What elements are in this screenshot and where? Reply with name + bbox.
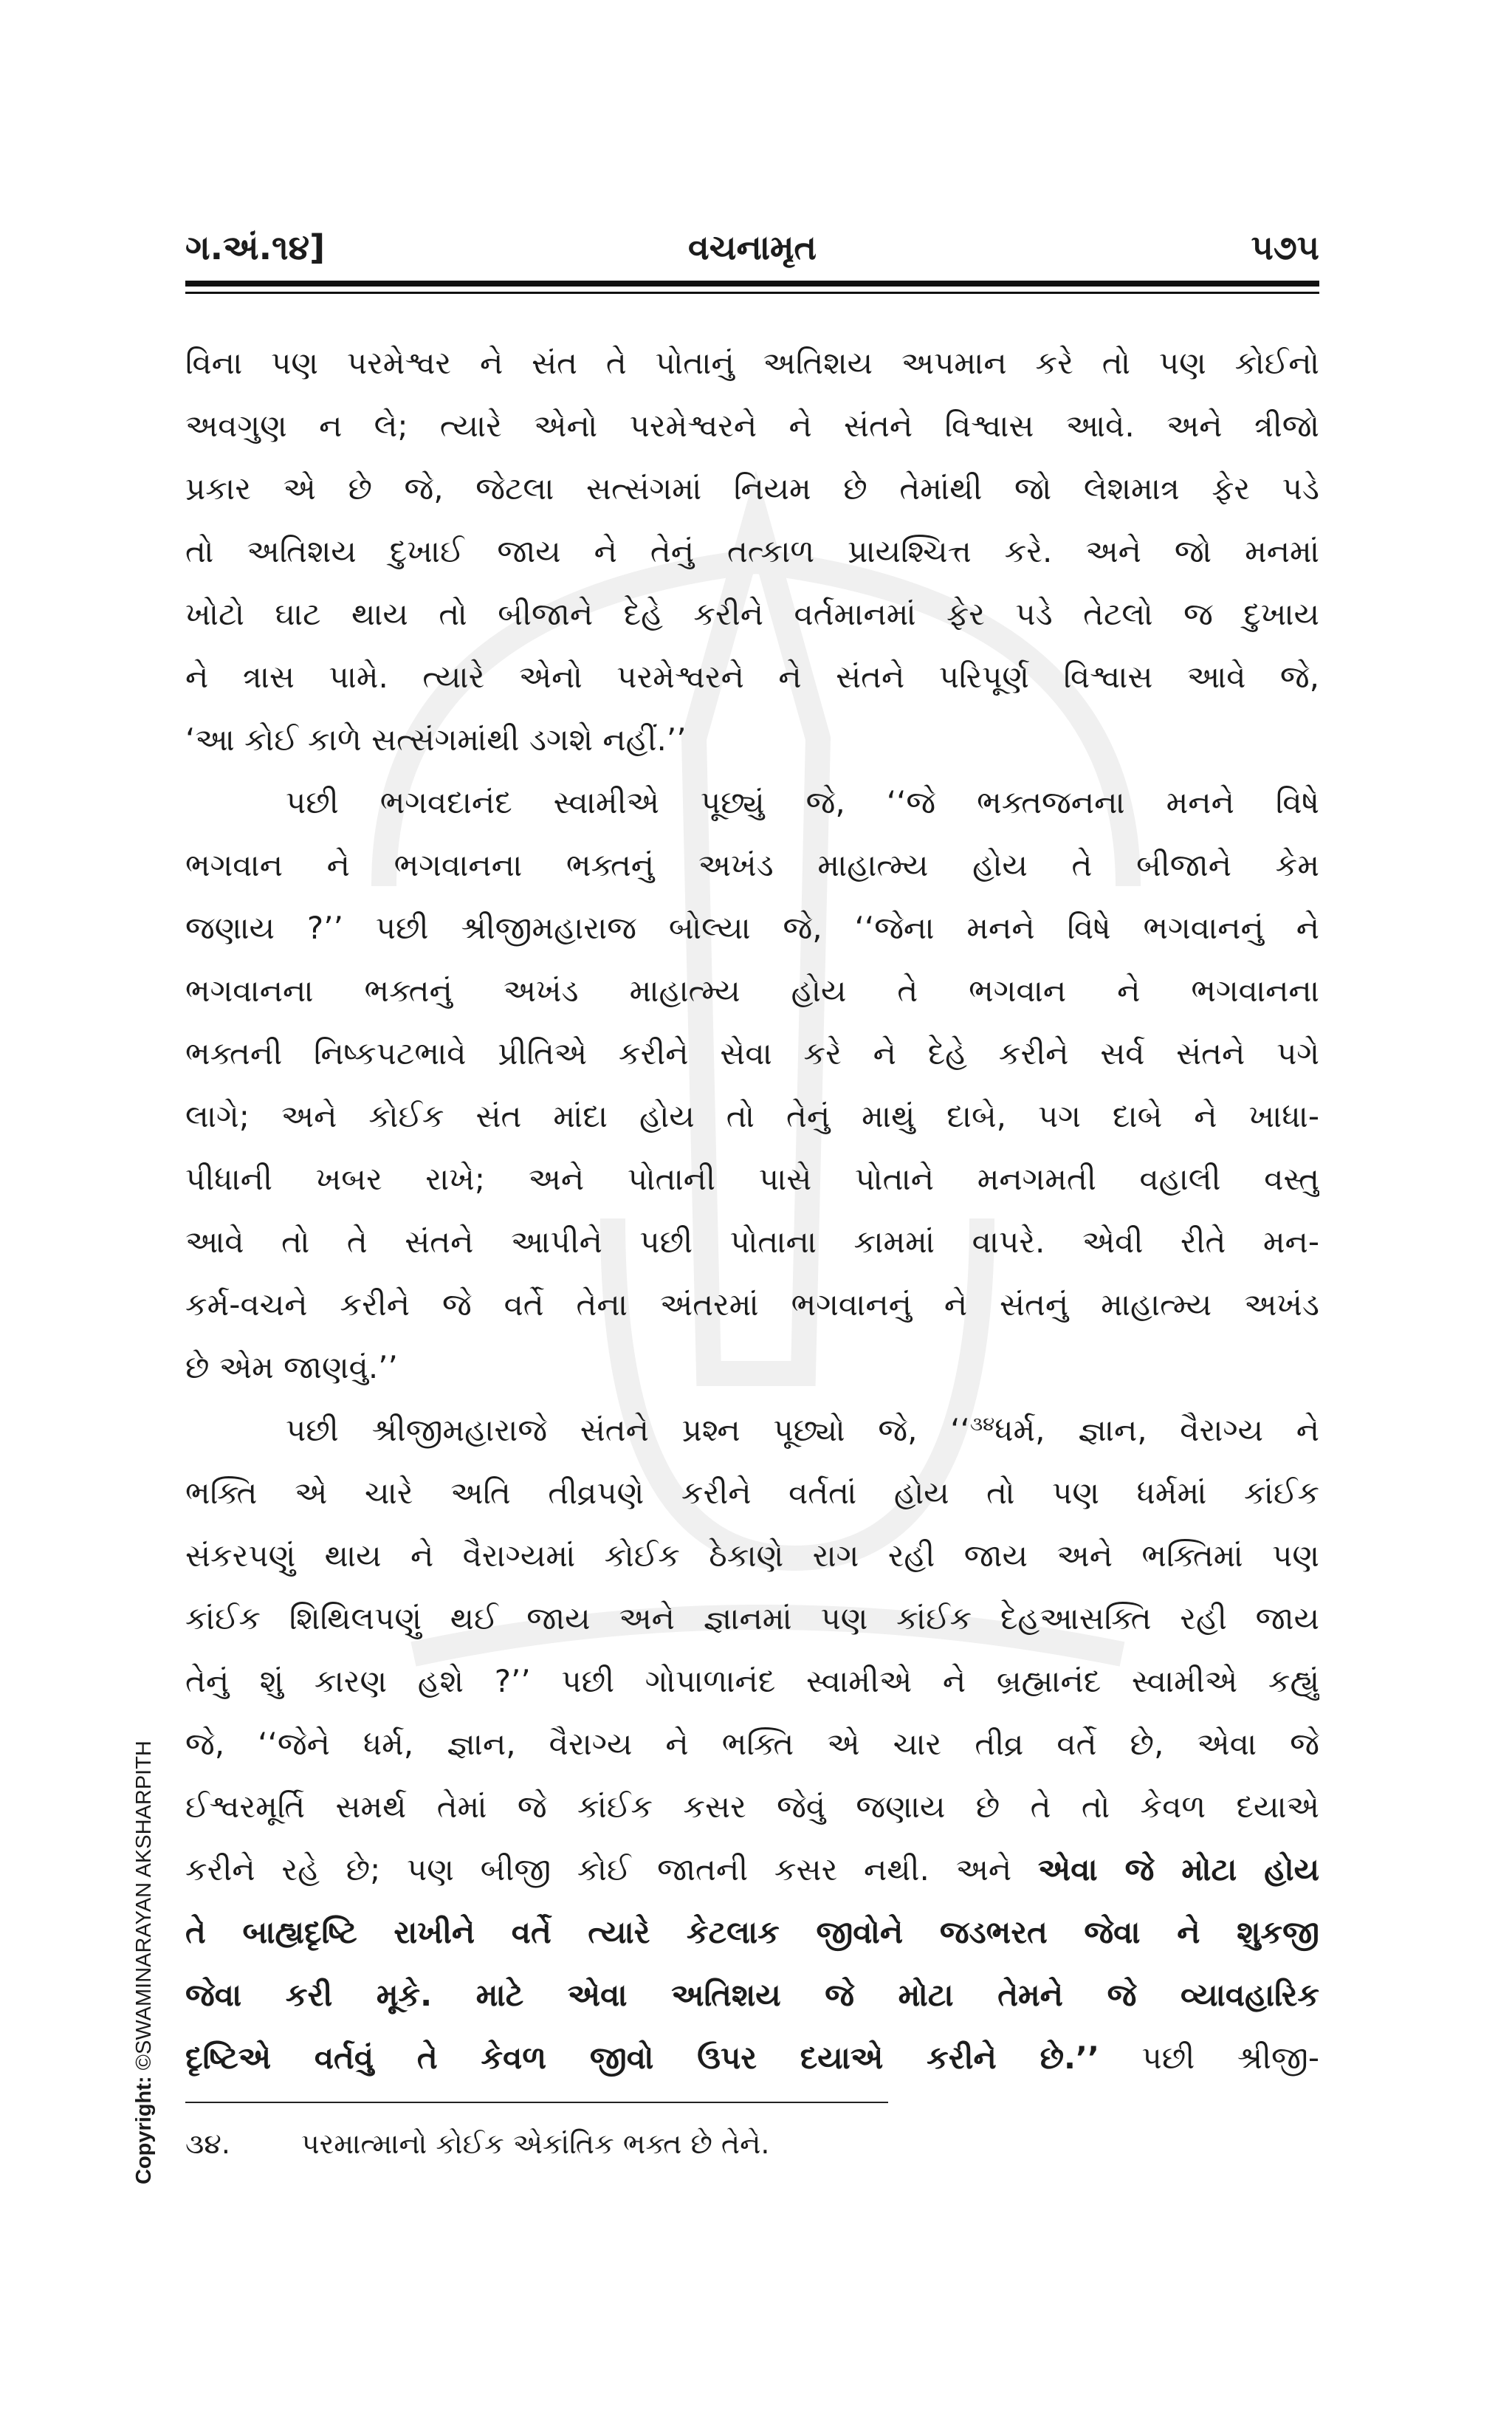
copyright-notice	[131, 1741, 157, 2184]
text-line	[185, 2026, 1319, 2089]
footnote-number: ૩૪.	[185, 2127, 230, 2160]
paragraph	[185, 1399, 1319, 2089]
bold-text-segment: દૃષ્ટિએ વર્તવું તે કેવળ જીવો ઉપર દયાએ કરીને છે.’’	[185, 2040, 1099, 2076]
bold-text-line: તે બાહ્યદૃષ્ટિ રાખીને વર્તે ત્યારે કેટલાક જીવોને જડભરત જેવા ને શુકજી	[185, 1914, 1319, 1950]
text-line: લાગે; અને કોઈક સંત માંદા હોય તો તેનું માથું દાબે, પગ દાબે ને ખાધા-	[185, 1098, 1319, 1134]
text-line: અવગુણ ન લે; ત્યારે એનો પરમેશ્વરને ને સંતને વિશ્વાસ આવે. અને ત્રીજો	[185, 408, 1319, 444]
text-line: ખોટો ઘાટ થાય તો બીજાને દેહે કરીને વર્તમાનમાં ફેર પડે તેટલો જ દુખાય	[185, 596, 1319, 632]
header-rule-thin	[185, 292, 1319, 294]
footnote-rule	[185, 2102, 888, 2103]
book-title: વચનામૃત	[688, 227, 817, 267]
text-line: પીધાની ખબર રાખે; અને પોતાની પાસે પોતાને મનગમતી વહાલી વસ્તુ	[185, 1161, 1319, 1197]
text-line: ભગવાન ને ભગવાનના ભક્તનું અખંડ માહાત્મ્ય હોય તે બીજાને કેમ	[185, 847, 1319, 883]
text-line: છે એમ જાણવું.’’	[185, 1349, 398, 1385]
text-line: ભક્તિ એ ચારે અતિ તીવ્રપણે કરીને વર્તતાં હોય તો પણ ધર્મમાં કાંઈક	[185, 1475, 1319, 1511]
text-segment: ધર્મ, જ્ઞાન, વૈરાગ્ય ને	[994, 1412, 1319, 1448]
bold-text-segment: એવા જે મોટા હોય	[1037, 1851, 1319, 1887]
text-line: જણાય ?’’ પછી શ્રીજીમહારાજ બોલ્યા જે, ‘‘જેના મનને વિષે ભગવાનનું ને	[185, 910, 1319, 946]
text-line: ઈશ્વરમૂર્તિ સમર્થ તેમાં જે કાંઈક કસર જેવું જણાય છે તે તો કેવળ દયાએ	[185, 1789, 1319, 1825]
page-header	[185, 220, 1319, 275]
text-line: કર્મ-વચને કરીને જે વર્તે તેના અંતરમાં ભગવાનનું ને સંતનું માહાત્મ્ય અખંડ	[185, 1286, 1319, 1323]
text-line: તો અતિશય દુખાઈ જાય ને તેનું તત્કાળ પ્રાયશ્ચિત્ત કરે. અને જો મનમાં	[185, 533, 1319, 569]
text-line: આવે તો તે સંતને આપીને પછી પોતાના કામમાં વાપરે. એવી રીતે મન-	[185, 1224, 1319, 1260]
text-line: સંકરપણું થાય ને વૈરાગ્યમાં કોઈક ઠેકાણે રાગ રહી જાય અને ભક્તિમાં પણ	[185, 1537, 1319, 1574]
text-line: ને ત્રાસ પામે. ત્યારે એનો પરમેશ્વરને ને સંતને પરિપૂર્ણ વિશ્વાસ આવે જે,	[185, 659, 1319, 695]
text-line: પ્રકાર એ છે જે, જેટલા સત્સંગમાં નિયમ છે તેમાંથી જો લેશમાત્ર ફેર પડે	[185, 470, 1319, 507]
text-segment: કરીને રહે છે; પણ બીજી કોઈ જાતની કસર નથી. અને	[185, 1851, 1038, 1887]
text-line: વિના પણ પરમેશ્વર ને સંત તે પોતાનું અતિશય અપમાન કરે તો પણ કોઈનો	[185, 345, 1319, 381]
text-line: કાંઈક શિથિલપણું થઈ જાય અને જ્ઞાનમાં પણ કાંઈક દેહઆસક્તિ રહી જાય	[185, 1600, 1319, 1636]
text-line	[185, 1838, 1319, 1901]
text-line: ભક્તની નિષ્કપટભાવે પ્રીતિએ કરીને સેવા કરે ને દેહે કરીને સર્વ સંતને પગે	[185, 1035, 1319, 1072]
footnote-marker: ૩૪	[969, 1413, 995, 1436]
copyright-holder: ©SWAMINARAYAN AKSHARPITH	[132, 1741, 156, 2077]
footnote	[185, 2121, 1319, 2167]
copyright-label: Copyright:	[132, 2076, 156, 2184]
body-text	[185, 332, 1319, 2089]
chapter-reference: ગ.અં.૧૪]	[185, 227, 326, 267]
paragraph	[185, 332, 1319, 771]
bold-text-line: જેવા કરી મૂકે. માટે એવા અતિશય જે મોટા તેમને જે વ્યાવહારિક	[185, 1977, 1319, 2013]
text-line: ભગવાનના ભક્તનું અખંડ માહાત્મ્ય હોય તે ભગવાન ને ભગવાનના	[185, 973, 1319, 1009]
paragraph	[185, 771, 1319, 1399]
text-line: જે, ‘‘જેને ધર્મ, જ્ઞાન, વૈરાગ્ય ને ભક્તિ એ ચાર તીવ્ર વર્તે છે, એવા જે	[185, 1726, 1319, 1762]
footnote-text: પરમાત્માનો કોઈક એકાંતિક ભક્ત છે તેને.	[301, 2127, 770, 2160]
page-number: ૫૭૫	[1251, 227, 1319, 267]
text-segment: પછી શ્રીજીમહારાજે સંતને પ્રશ્ન પૂછ્યો જે, ‘‘	[286, 1412, 970, 1448]
text-line	[185, 1399, 1319, 1461]
text-line: પછી ભગવદાનંદ સ્વામીએ પૂછ્યું જે, ‘‘જે ભક્તજનના મનને વિષે	[286, 784, 1319, 820]
text-line: તેનું શું કારણ હશે ?’’ પછી ગોપાળાનંદ સ્વામીએ ને બ્રહ્માનંદ સ્વામીએ કહ્યું	[185, 1663, 1319, 1699]
header-rule-thick	[185, 281, 1319, 287]
text-segment: પછી શ્રીજી-	[1099, 2040, 1319, 2076]
text-line: ‘આ કોઈ કાળે સત્સંગમાંથી ડગશે નહીં.’’	[185, 721, 687, 758]
